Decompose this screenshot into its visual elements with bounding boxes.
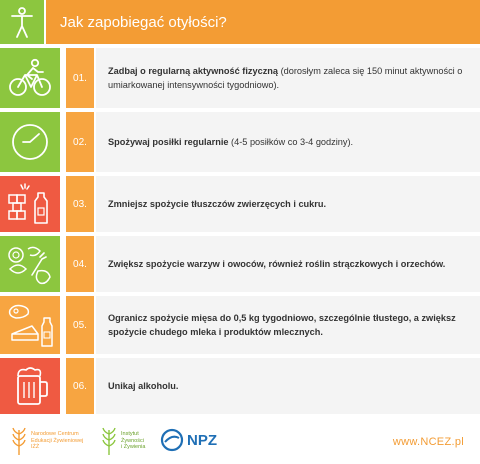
header <box>0 0 480 44</box>
website-url[interactable]: www.NCEZ.pl <box>392 436 464 448</box>
clock-icon <box>9 121 51 163</box>
tip-row-2 <box>0 112 480 172</box>
sugar-oil-icon <box>5 181 55 227</box>
npz-logo-text: NPZ <box>187 431 217 449</box>
tip-number: 06. <box>66 358 94 414</box>
logo-line: Żywności <box>121 437 144 444</box>
tip-text-bold: Spożywaj posiłki regularnie <box>108 136 229 147</box>
tip-number: 05. <box>66 296 94 354</box>
tip-text <box>96 296 480 354</box>
beer-icon <box>10 364 50 408</box>
tip-text-rest: (4-5 posiłków co 3-4 godziny). <box>228 136 354 147</box>
logo-line: Instytut <box>121 430 139 437</box>
izz-logo-text <box>121 431 145 452</box>
tip-text-bold: Zmniejsz spożycie tłuszczów zwierzęcych i cukru. <box>108 198 327 209</box>
npz-swirl-icon <box>160 428 184 452</box>
header-icon-box <box>0 0 44 44</box>
tip-row-1 <box>0 48 480 108</box>
tip-text-bold: Unikaj alkoholu. <box>108 380 179 391</box>
logo-line: IŻŻ <box>31 444 40 451</box>
tip-text-bold: Ogranicz spożycie mięsa do 0,5 kg tygodniowo, szczególnie tłustego, a zwiększ spożycie chudego mleka i produktów mlecznych. <box>108 312 456 337</box>
vegetables-icon <box>4 241 56 287</box>
tip-row-4 <box>0 236 480 292</box>
tip-text <box>96 112 480 172</box>
tip-icon-box <box>0 176 60 232</box>
logo-line: Edukacji Żywieniowej <box>31 437 84 444</box>
npz-logo <box>160 428 217 452</box>
wheat-icon <box>10 426 28 456</box>
tip-row-3 <box>0 176 480 232</box>
tip-text-bold: Zwiększ spożycie warzyw i owoców, również roślin strączkowych i orzechów. <box>108 258 446 269</box>
tip-text-rest: (dorosłym zaleca się 150 minut aktywności o umiarkowanej intensywności tygodniowo). <box>108 65 463 90</box>
tip-icon-box <box>0 48 60 108</box>
ncez-logo <box>10 426 83 456</box>
tip-icon-box <box>0 358 60 414</box>
tip-number: 04. <box>66 236 94 292</box>
tip-icon-box <box>0 296 60 354</box>
header-bar <box>46 0 480 44</box>
tip-row-6 <box>0 358 480 414</box>
tip-text <box>96 358 480 414</box>
footer <box>0 418 480 464</box>
tip-text-bold: Zadbaj o regularną aktywność fizyczną <box>108 65 279 76</box>
tip-text <box>96 48 480 108</box>
tip-number: 02. <box>66 112 94 172</box>
tip-icon-box <box>0 112 60 172</box>
logo-line: i Żywienia <box>121 444 146 451</box>
wheat-icon <box>100 426 118 456</box>
tip-text <box>96 176 480 232</box>
page-title: Jak zapobiegać otyłości? <box>60 13 227 31</box>
cyclist-icon <box>7 58 53 98</box>
person-icon <box>7 5 37 39</box>
tip-text <box>96 236 480 292</box>
izz-logo <box>100 426 145 456</box>
tip-number: 01. <box>66 48 94 108</box>
tip-icon-box <box>0 236 60 292</box>
logo-line: Narodowe Centrum <box>31 430 79 437</box>
meat-dairy-icon <box>4 300 56 350</box>
ncez-logo-text <box>31 431 83 452</box>
tip-number: 03. <box>66 176 94 232</box>
tip-row-5 <box>0 296 480 354</box>
